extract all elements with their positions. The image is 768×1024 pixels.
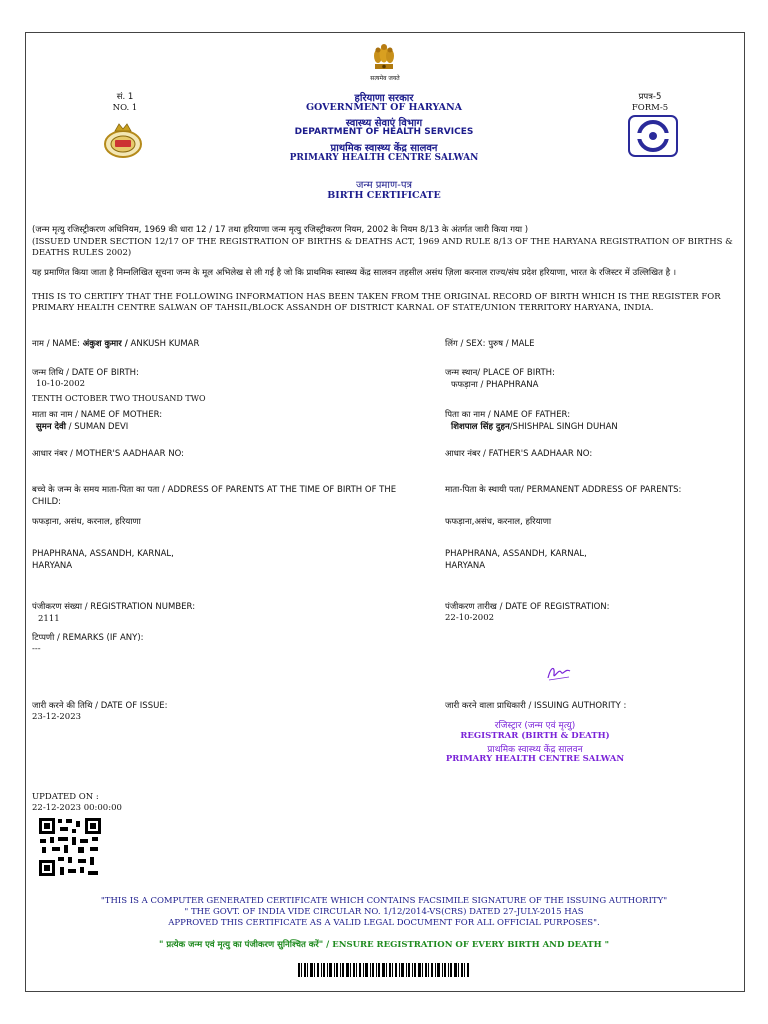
issued-under-hindi: (जन्म मृत्यु रजिस्ट्रीकरण अधिनियम, 1969 की धारा 12 / 17 तथा हरियाणा जन्म मृत्यु रजिस्ट्रीकरण नियम, 2002 के नियम 8/13 के अंतर्गत जारी किया गया ) (32, 225, 529, 235)
footer-slogan (30, 939, 738, 950)
reg-date-value: 22-10-2002 (445, 613, 495, 623)
remarks-value: --- (32, 644, 41, 654)
certificate-border (25, 32, 745, 992)
address-birth: PHAPHRANA, ASSANDH, KARNAL, HARYANA (32, 549, 174, 571)
updated-label: UPDATED ON : (32, 792, 99, 802)
address-perm-label: माता-पिता के स्थायी पता/ PERMANENT ADDRESS OF PARENTS: (445, 485, 682, 495)
footer-circular: " THE GOVT. OF INDIA VIDE CIRCULAR NO. 1/12/2014-VS(CRS) DATED 27-JULY-2015 HAS (184, 907, 584, 917)
footer-approval: APPROVED THIS CERTIFICATE AS A VALID LEGAL DOCUMENT FOR ALL OFFICIAL PURPOSES". (168, 918, 600, 928)
issue-date-value: 23-12-2023 (32, 712, 82, 722)
footer-computer-generated: "THIS IS A COMPUTER GENERATED CERTIFICATE WHICH CONTAINS FACSIMILE SIGNATURE OF THE ISSUING AUTHORITY" (100, 896, 668, 906)
haryana-seal-icon (101, 120, 145, 160)
registrar-phc: PRIMARY HEALTH CENTRE SALWAN (445, 754, 625, 764)
father-value (451, 421, 618, 432)
dob-label: जन्म तिथि / DATE OF BIRTH: (32, 368, 139, 378)
certify-statement-hindi: यह प्रमाणित किया जाता है निम्नलिखित सूचना जन्म के मूल अभिलेख से ली गई है जो कि प्राथमिक स्वास्थ्य केंद्र सालवन तहसील असंध ज़िला करनाल राज्य/संघ प्रदेश हरियाणा, भारत के रजिस्टर में उल्लिखित है । (32, 268, 677, 278)
form-no-hindi: प्रपत्र-5 (638, 92, 662, 102)
dept-title: DEPARTMENT OF HEALTH SERVICES (294, 127, 474, 137)
father-value-hindi: शिशपाल सिंह दुहन (451, 422, 510, 432)
sex-field (445, 338, 535, 349)
address-perm: PHAPHRANA, ASSANDH, KARNAL, HARYANA (445, 549, 587, 571)
barcode-icon (298, 963, 470, 977)
cert-title: BIRTH CERTIFICATE (327, 190, 441, 201)
father-aadhaar-label: आधार नंबर / FATHER'S AADHAAR NO: (445, 449, 593, 459)
motto: सत्यमेव जयते (370, 75, 400, 82)
qr-code-icon (38, 817, 102, 877)
father-label: पिता का नाम / NAME OF FATHER: (445, 410, 571, 420)
address-birth-label: बच्चे के जन्म के समय माता-पिता का पता / ADDRESS OF PARENTS AT THE TIME OF BIRTH OF THE CHILD: (32, 485, 397, 507)
form-no: FORM-5 (631, 103, 669, 113)
registrar: REGISTRAR (BIRTH & DEATH) (460, 731, 610, 741)
name-value-hindi: अंकुश कुमार / (82, 339, 128, 349)
name-field (32, 338, 199, 349)
dob-value: 10-10-2002 (36, 379, 86, 389)
issued-under: (ISSUED UNDER SECTION 12/17 OF THE REGISTRATION OF BIRTHS & DEATHS ACT, 1969 AND RULE 8/13 OF THE HARYANA REGISTRATION OF BIRTHS & DEATHS RULES 2002) (32, 237, 733, 258)
father-value-en: /SHISHPAL SINGH DUHAN (509, 422, 618, 432)
signature-icon (545, 662, 573, 684)
address-perm-hindi: फफड़ाना,असंध, करनाल, हरियाणा (445, 517, 552, 527)
pob-value: फफड़ाना / PHAPHRANA (451, 380, 539, 390)
mother-label: माता का नाम / NAME OF MOTHER: (32, 410, 163, 420)
mother-aadhaar-label: आधार नंबर / MOTHER'S AADHAAR NO: (32, 449, 184, 459)
phc-title: PRIMARY HEALTH CENTRE SALWAN (289, 153, 479, 163)
mother-value (36, 421, 128, 432)
mother-value-hindi: सुमन देवी (36, 422, 66, 432)
dob-words: TENTH OCTOBER TWO THOUSAND TWO (32, 394, 206, 403)
remarks-label: टिप्पणी / REMARKS (IF ANY): (32, 633, 144, 643)
reg-date-label: पंजीकरण तारीख / DATE OF REGISTRATION: (445, 602, 610, 612)
certify-statement: THIS IS TO CERTIFY THAT THE FOLLOWING INFORMATION HAS BEEN TAKEN FROM THE ORIGINAL RECORD OF BIRTH WHICH IS THE REGISTER FOR PRIMARY HEALTH CENTRE SALWAN OF TAHSIL/BLOCK ASSANDH OF DISTRICT KARNAL OF STATE/UNION TERRITORY HARYANA, INDIA. (32, 292, 721, 313)
footer-slogan-hindi: " प्रत्येक जन्म एवं मृत्यु का पंजीकरण सुनिश्चित करें" / (158, 940, 330, 950)
sex-value: पुरुष / MALE (488, 339, 535, 349)
authority-label: जारी करने वाला प्राधिकारी / ISSUING AUTHORITY : (445, 701, 627, 711)
updated-value: 22-12-2023 00:00:00 (32, 803, 122, 813)
name-value: ANKUSH KUMAR (130, 339, 200, 349)
reg-no-label: पंजीकरण संख्या / REGISTRATION NUMBER: (32, 602, 196, 612)
mother-value-en: / SUMAN DEVI (68, 422, 129, 432)
name-label: नाम / NAME: (32, 339, 81, 349)
serial-no: NO. 1 (112, 103, 138, 113)
registrar-phc-hindi: प्राथमिक स्वास्थ्य केंद्र सालवन (487, 745, 583, 755)
address-birth-hindi: फफड़ाना, असंध, करनाल, हरियाणा (32, 517, 141, 527)
footer-slogan-en: ENSURE REGISTRATION OF EVERY BIRTH AND DEATH " (332, 940, 610, 950)
sex-label: लिंग / SEX: (445, 339, 486, 349)
gov-title: GOVERNMENT OF HARYANA (305, 102, 463, 113)
serial-no-hindi: सं. 1 (116, 92, 134, 102)
registrar-hindi: रजिस्ट्रार (जन्म एवं मृत्यु) (494, 721, 576, 731)
cert-title-hindi: जन्म प्रमाण-पत्र (355, 180, 413, 191)
reg-no-value: 2111 (38, 614, 60, 624)
dept-title-hindi: स्वास्थ्य सेवाएं विभाग (345, 118, 423, 129)
national-emblem-icon (369, 42, 399, 72)
phc-title-hindi: प्राथमिक स्वास्थ्य केंद्र सालवन (330, 143, 438, 154)
gov-title-hindi: हरियाणा सरकार (354, 93, 414, 104)
crs-logo-icon (628, 115, 678, 157)
pob-label: जन्म स्थान/ PLACE OF BIRTH: (445, 368, 555, 378)
issue-date-label: जारी करने की तिथि / DATE OF ISSUE: (32, 701, 168, 711)
